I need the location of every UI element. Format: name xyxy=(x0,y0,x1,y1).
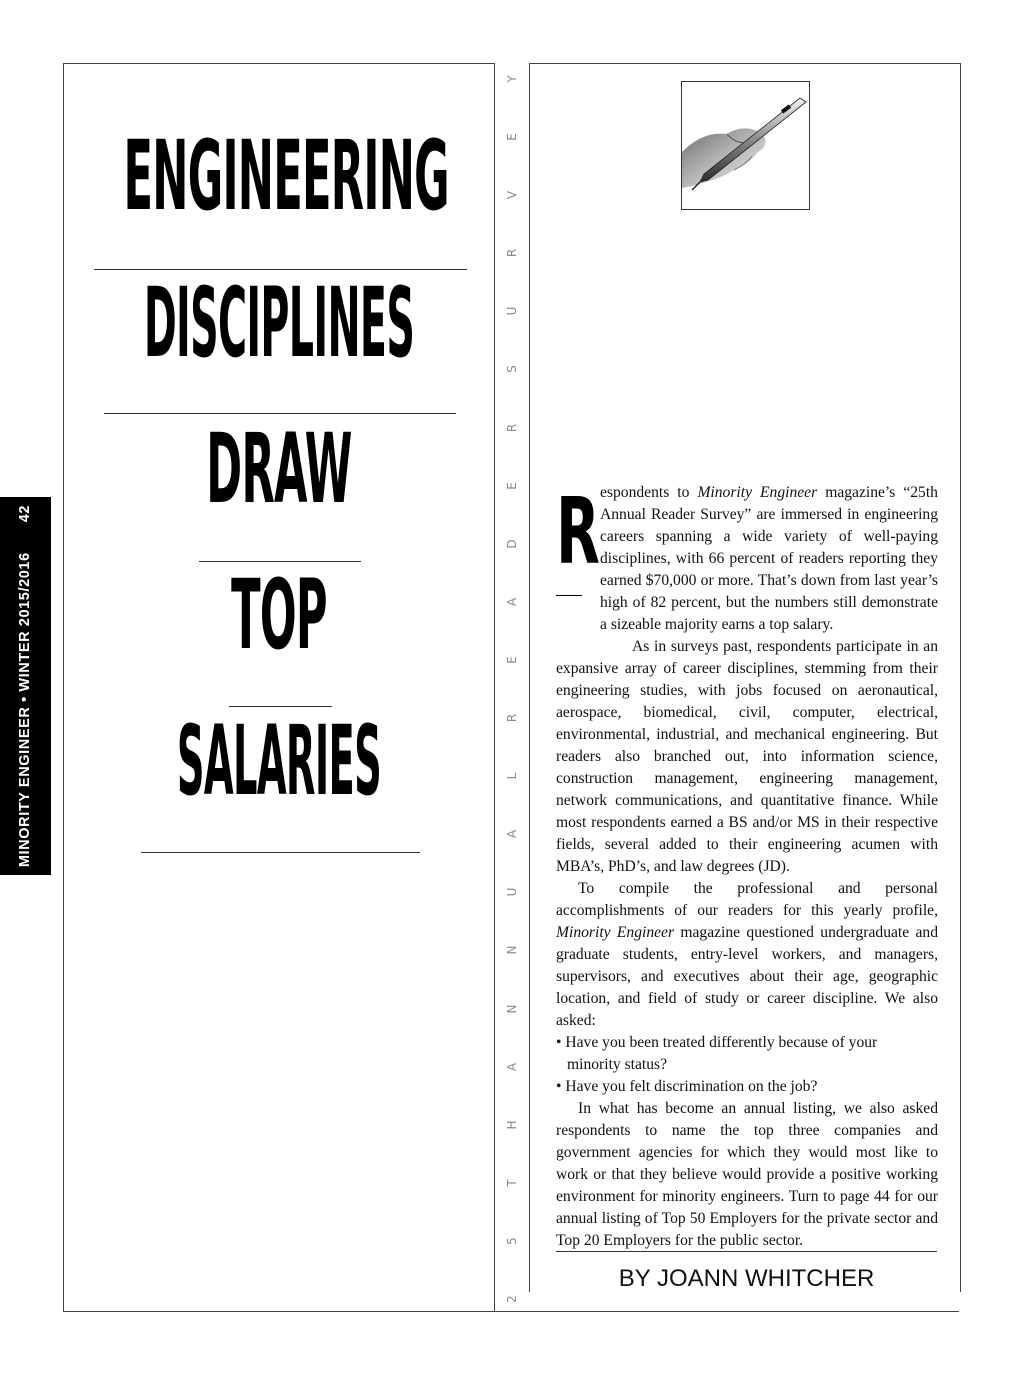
title-rule-5 xyxy=(141,852,420,853)
article-paragraph-4: In what has become an annual listing, we also asked respondents to name the top three companies and government agencies for which they would most like to work or that they believe would provide a positive working environment for minority engineers. Turn to page 44 for our annual listing of Top 50 Employers for the private sector and Top 20 Employers for the public sector. xyxy=(556,1100,938,1249)
running-head-text: MINORITY ENGINEER • WINTER 2015/2016 xyxy=(17,552,33,868)
title-frame xyxy=(63,63,495,1312)
hand-holding-pen-icon xyxy=(682,82,809,209)
survey-letter: Y xyxy=(505,75,519,83)
bullet-1-line-1: • Have you been treated differently because of your xyxy=(556,1034,878,1051)
article-paragraph-3 xyxy=(556,878,938,1032)
pen-photo xyxy=(681,81,810,210)
survey-letter: A xyxy=(505,1062,519,1071)
survey-letter: A xyxy=(505,830,519,839)
article-bullet-2 xyxy=(556,1076,938,1098)
survey-letter: D xyxy=(505,539,519,549)
article-bullet-1 xyxy=(556,1032,938,1076)
side-tab xyxy=(0,497,51,875)
survey-letter: R xyxy=(505,713,519,723)
title-word-draw: DRAW xyxy=(206,414,352,526)
article-body xyxy=(556,478,938,1252)
byline-rule xyxy=(556,1251,937,1252)
paragraph-3-emphasis: Minority Engineer xyxy=(556,924,675,941)
survey-letter: U xyxy=(505,306,519,316)
article-paragraph-1 xyxy=(600,482,938,636)
survey-letter: N xyxy=(505,1004,519,1014)
paragraph-3-text-a: To compile the professional and personal accomplishments of our readers for this yearly profile, xyxy=(556,880,938,919)
title-word-disciplines: DISCIPLINES xyxy=(143,268,415,380)
title-word-engineering: ENGINEERING xyxy=(123,121,449,233)
title-word-salaries: SALARIES xyxy=(176,706,382,818)
title-word-top: TOP xyxy=(231,560,327,672)
survey-letter: H xyxy=(505,1120,519,1130)
paragraph-1-text-b: magazine’s “25th Annual Reader Survey” are immersed in engineering careers spanning a wide variety of well-paying disciplines, with 66 percent of readers reporting they earned $70,000 or more. That’s down from last year’s high of 82 percent, but the numbers still demonstrate a sizeable majority earns a top salary. xyxy=(600,484,938,633)
running-head xyxy=(17,497,33,875)
survey-letter: S xyxy=(505,365,519,374)
survey-letter: E xyxy=(505,133,519,141)
paragraph-1-text-a: espondents to xyxy=(600,484,698,501)
survey-letter: R xyxy=(505,423,519,432)
survey-letter: R xyxy=(505,249,519,258)
paragraph-3-text-b: magazine questioned undergraduate and graduate students, entry-level workers, and managers, supervisors, and executives about their age, geographic location, and field of study or career discipline. We also asked: xyxy=(556,924,938,1029)
bottom-rule xyxy=(63,1311,959,1312)
survey-letter: 2 xyxy=(505,1295,519,1303)
article-paragraph-2: As in surveys past, respondents participate in an expansive array of career disciplines, stemming from their engineering studies, with jobs focused on aeronautical, aerospace, biomedical, civil, computer, electrical, environmental, industrial, and mechanical engineering. But readers also branched out, into information science, construction management, engineering management, network communications, and quantitative finance. While most respondents earned a BS and/or MS in their respective fields, several added to their engineering acumen with MBA’s, PhD’s, and law degrees (JD). xyxy=(556,638,938,875)
bullet-1-line-2: minority status? xyxy=(567,1056,668,1073)
byline: BY JOANN WHITCHER xyxy=(618,1265,875,1292)
survey-letter: T xyxy=(505,1179,519,1187)
survey-letter: 5 xyxy=(505,1237,519,1245)
paragraph-1-emphasis: Minority Engineer xyxy=(697,484,818,501)
survey-letter: V xyxy=(505,191,519,200)
drop-cap: R xyxy=(556,478,600,585)
survey-letter: N xyxy=(505,945,519,955)
survey-letter: L xyxy=(505,772,519,780)
survey-letter: E xyxy=(505,481,519,490)
page-number: 42 xyxy=(17,504,33,523)
survey-letter: E xyxy=(505,656,519,664)
bullet-2-line-1: • Have you felt discrimination on the job? xyxy=(556,1078,818,1095)
survey-letter: A xyxy=(505,597,519,606)
survey-letter: U xyxy=(505,887,519,897)
survey-vertical-label xyxy=(500,60,524,1303)
